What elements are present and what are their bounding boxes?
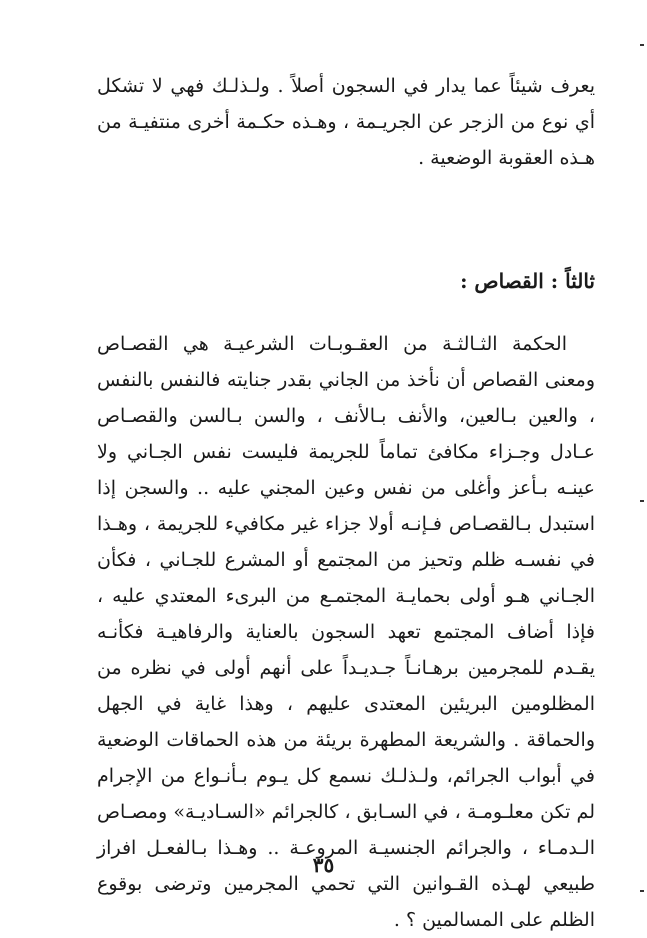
scan-edge-mark-bottom (640, 890, 644, 892)
intro-paragraph: يعرف شيئاً عما يدار في السجون أصلاً . ولـذلـك فهي لا تشكل أي نوع من الزجر عن الجريـمة ، وهـذه حكـمة أخرى منتفيـة من هـذه العقوبة الوضعية . (97, 75, 595, 169)
scan-edge-mark-top (640, 44, 644, 46)
page-number: ٣٥ (312, 853, 335, 877)
section-heading: ثالثاً : القصاص : (460, 269, 595, 293)
main-paragraph: الحكمة الثـالثـة من العقـوبـات الشرعيـة هي القصـاص ومعنى القصاص أن نأخذ من الجاني بقدر جنايته فالنفس بالنفس ، والعين بـالعين، والأنف بـالأنف ، والسن بـالسن والقصـاص عـادل وجـزاء مكافئ تماماً للجريمة فليست نفس الجـاني ولا عينـه بـأعز وأغلى من نفس وعين المجني عليه .. والسجن إذا استبدل بـالقصـاص فـإنـه أولا جزاء غير مكافيء للجريمة ، وهـذا في نفسـه ظلم وتحيز من المجتمع أو المشرع للجـاني ، فكأن الجـاني هـو أولى بحمايـة المجتمـع من البرىء المعتدي عليه ، فإذا أضاف المجتمع تعهد السجون بالعناية والرفاهيـة فكأنـه يقـدم للمجرمين برهـانـاً جـديـداً على أنهم أولى في نظره من المظلومين البريئين المعتدى عليهم ، وهذا غاية في الجهل والحماقة . والشريعة المطهرة بريئة من هذه الحماقات الوضعية في أبواب الجرائم، ولـذلـك نسمع كل يـوم بـأنـواع من الإجرام لم تكن معلـومـة ، في السـابق ، كالجرائم «السـاديـة» ومصـاص الـدمـاء ، والجرائم الجنسيـة المروعـة .. وهـذا بـالفعـل افراز طبيعي لهـذه القـوانين التي تحمي المجرمين وترضى بوقوع الظلم على المسالمين ؟ . (97, 333, 595, 931)
scan-edge-mark-middle (640, 500, 644, 502)
